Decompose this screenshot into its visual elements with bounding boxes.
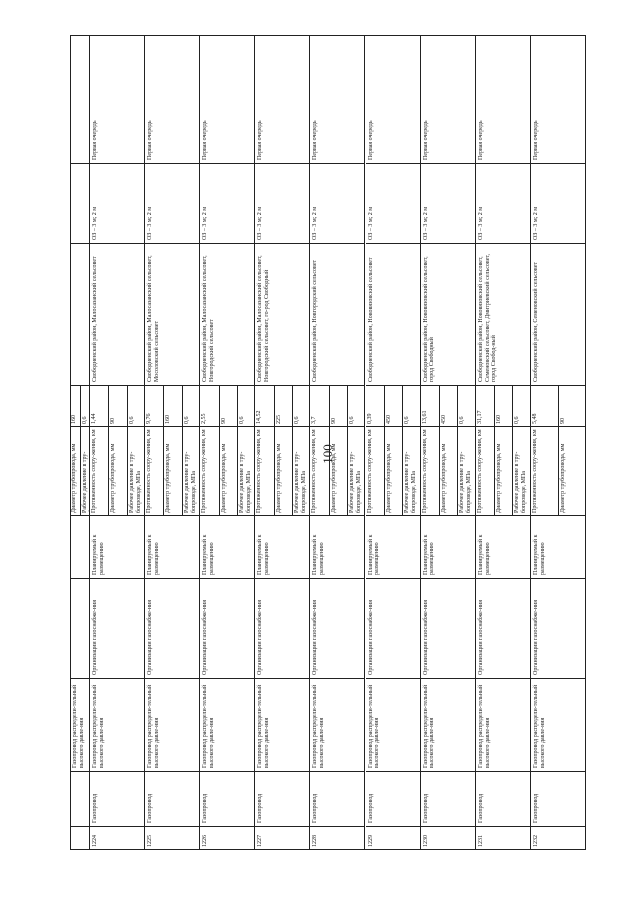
protection-zone: ОЗ – 3 м; 2 м [145, 164, 199, 244]
object-location: Свободненский район, Нововязовский сельсовет, город Свободный [421, 244, 475, 386]
row-number: 1232 [532, 835, 539, 847]
object-status: Планируемый к размещению [145, 516, 199, 579]
object-type: Газопровод [310, 772, 364, 827]
protection-zone: ОЗ – 3 м; 2 м [421, 164, 475, 244]
param-row [108, 386, 126, 515]
responsible-org: Организации газоснабже-ния [531, 579, 586, 679]
object-type: Газопровод [255, 772, 309, 827]
object-location: Свободненский район, Новгородский сельсовет [310, 244, 364, 386]
responsible-org: Организации газоснабже-ния [255, 579, 309, 679]
param-row [402, 386, 419, 515]
object-location: Свободненский район, Малосазанский сельсовет [90, 244, 144, 386]
param-value: 0,6 [513, 386, 529, 427]
params-cell [476, 386, 530, 516]
param-label: Диаметр трубопровода, мм [440, 443, 447, 513]
object-name: Газопровод распредели-тельный высокого давле-ния [255, 679, 309, 772]
object-type: Газопровод [200, 772, 254, 827]
responsible-org: Организации газоснабже-ния [476, 579, 530, 679]
params-cell [145, 386, 199, 516]
object-name: Газопровод распредели-тельный высокого давле-ния [310, 679, 364, 772]
param-value: 1,44 [90, 386, 108, 427]
param-label: Протяженность соору-жения, км [256, 429, 263, 513]
param-label: Диаметр трубопровода, мм [165, 443, 172, 513]
param-row [457, 386, 474, 515]
param-label: Протяженность соору-жения, км [311, 429, 318, 513]
object-status: Планируемый к размещению [366, 516, 420, 579]
protection-zone: ОЗ – 3 м; 2 м [90, 164, 144, 244]
param-value: 2,55 [200, 386, 218, 427]
row-number: 1228 [312, 835, 319, 847]
param-value: 14,52 [255, 386, 273, 427]
param-value: 0,6 [238, 386, 254, 427]
param-label: Рабочее давление в тру- [82, 451, 88, 513]
object-status: Планируемый к размещению [476, 516, 530, 579]
param-row [237, 386, 254, 515]
row-number: 1231 [477, 835, 484, 847]
param-value: 160 [495, 386, 512, 427]
param-row [512, 386, 529, 515]
page-number: 100 [320, 444, 335, 464]
table-row [90, 35, 145, 850]
empty-cell [70, 827, 89, 850]
object-status: Планируемый к размещению [255, 516, 309, 579]
param-label: Диаметр трубопровода, мм [560, 443, 567, 513]
empty-cell [70, 516, 89, 579]
param-row [421, 386, 439, 515]
implementation-stage: Первая очередь [310, 35, 364, 164]
params-cell [70, 386, 89, 516]
param-label: Протяженность соору-жения, км [476, 429, 483, 513]
object-name: Газопровод распредели-тельный высокого давле-ния [70, 679, 89, 772]
table-row [200, 35, 255, 850]
param-label: Рабочее давление в тру-бопроводе, МПа [183, 451, 197, 513]
row-number: 1224 [92, 835, 98, 847]
object-location: Свободненский район, Нововязовский сельсовет [366, 244, 420, 386]
param-row [255, 386, 273, 515]
param-value: 450 [385, 386, 402, 427]
param-row [274, 386, 292, 515]
protection-zone: ОЗ – 3 м; 2 м [476, 164, 530, 244]
param-label: Диаметр трубопровода, мм [385, 443, 392, 513]
param-row [366, 386, 384, 515]
object-location: Свободненский район, Малосазанский сельсовет, Новгородский сельсовет, го-род Свободный [255, 244, 309, 386]
param-row [182, 386, 199, 515]
param-label: Рабочее давление в тру-бопроводе, МПа [514, 451, 528, 513]
implementation-stage: Первая очередь [366, 35, 420, 164]
protection-zone: ОЗ – 3 м; 2 м [531, 164, 586, 244]
param-label: Диаметр трубопровода, мм [220, 443, 227, 513]
implementation-stage: Первая очередь [255, 35, 309, 164]
param-label: Диаметр трубопровода, мм [275, 443, 282, 513]
param-label: Диаметр трубопровода, мм [330, 443, 337, 513]
params-cell [421, 386, 475, 516]
param-label: Протяженность соору-жения, км [531, 429, 538, 513]
protection-zone: ОЗ – 3 м; 2 м [310, 164, 364, 244]
table-row-continued [70, 35, 90, 850]
param-row [145, 386, 163, 515]
param-value: 0,6 [183, 386, 199, 427]
param-value: 225 [275, 386, 292, 427]
object-status: Планируемый к размещению [421, 516, 475, 579]
param-row [80, 386, 89, 515]
object-name: Газопровод распредели-тельный высокого давле-ния [366, 679, 420, 772]
param-row [163, 386, 181, 515]
implementation-stage: Первая очередь [476, 35, 530, 164]
param-label: Рабочее давление в тру-бопроводе, МПа [128, 451, 142, 513]
registry-table [70, 35, 586, 850]
empty-cell [70, 35, 89, 164]
params-cell [531, 386, 586, 516]
param-label: Диаметр трубопровода, мм [71, 443, 77, 513]
object-location: Свободненский район, Нововязовский сельсовет, Семеновский сельсовет, Дмитриевский сельсовет, город Свобод-ный [476, 244, 530, 386]
param-label: Рабочее давление в тру-бопроводе, МПа [238, 451, 252, 513]
responsible-org: Организации газоснабже-ния [366, 579, 420, 679]
empty-cell [70, 772, 89, 827]
implementation-stage: Первая очередь [531, 35, 586, 164]
param-value: 0,6 [458, 386, 474, 427]
object-name: Газопровод распредели-тельный высокого давле-ния [531, 679, 586, 772]
row-number: 1225 [147, 835, 154, 847]
param-label: Протяженность соору-жения, км [91, 429, 97, 513]
param-row [127, 386, 144, 515]
responsible-org: Организации газоснабже-ния [310, 579, 364, 679]
responsible-org: Организации газоснабже-ния [145, 579, 199, 679]
param-value: 9,76 [145, 386, 163, 427]
object-name: Газопровод распредели-тельный высокого давле-ния [200, 679, 254, 772]
table-row [531, 35, 586, 850]
params-cell [310, 386, 364, 516]
param-row [531, 386, 559, 515]
table-row [255, 35, 310, 850]
param-value: 5,48 [531, 386, 559, 427]
param-value: 0,6 [81, 386, 89, 427]
object-type: Газопровод [366, 772, 420, 827]
object-name: Газопровод распредели-тельный высокого давле-ния [145, 679, 199, 772]
param-row [219, 386, 237, 515]
param-row [70, 386, 80, 515]
object-name: Газопровод распредели-тельный высокого давле-ния [476, 679, 530, 772]
param-row [439, 386, 457, 515]
param-value: 450 [440, 386, 457, 427]
param-row [476, 386, 494, 515]
object-name: Газопровод распредели-тельный высокого давле-ния [90, 679, 144, 772]
param-value: 0,6 [293, 386, 309, 427]
row-number: 1230 [422, 835, 429, 847]
param-label: Протяженность соору-жения, км [201, 429, 208, 513]
param-row [384, 386, 402, 515]
empty-cell [70, 164, 89, 244]
param-label: Протяженность соору-жения, км [366, 429, 373, 513]
object-status: Планируемый к размещению [531, 516, 586, 579]
object-name: Газопровод распредели-тельный высокого давле-ния [421, 679, 475, 772]
implementation-stage: Первая очередь [421, 35, 475, 164]
object-location: Свободненский район, Малосазанский сельсовет, Мосоловский сельсовет [145, 244, 199, 386]
param-row [329, 386, 347, 515]
param-label: Диаметр трубопровода, мм [110, 443, 117, 513]
param-label: Рабочее давление в тру-бопроводе, МПа [349, 451, 362, 513]
param-label: Рабочее давление в тру-бопроводе, МПа [404, 451, 418, 513]
row-number: 1227 [257, 835, 264, 847]
param-row [310, 386, 328, 515]
object-status: Планируемый к размещению [200, 516, 254, 579]
responsible-org: Организации газоснабже-ния [90, 579, 144, 679]
param-value: 0,6 [128, 386, 144, 427]
param-row [200, 386, 218, 515]
responsible-org: Организации газоснабже-ния [200, 579, 254, 679]
param-label: Диаметр трубопровода, мм [496, 443, 503, 513]
param-label: Рабочее давление в тру-бопроводе, МПа [459, 451, 473, 513]
param-value: 90 [559, 386, 586, 427]
param-row [494, 386, 512, 515]
param-label: Протяженность соору-жения, км [146, 429, 153, 513]
params-cell [366, 386, 420, 516]
param-value: 160 [70, 386, 80, 427]
table-row [145, 35, 200, 850]
object-type: Газопровод [421, 772, 475, 827]
param-row [347, 386, 364, 515]
param-value: 0,6 [403, 386, 419, 427]
param-value: 31,17 [476, 386, 494, 427]
param-value: 160 [164, 386, 181, 427]
param-label: Протяженность соору-жения, км [421, 429, 428, 513]
row-number: 1229 [367, 835, 374, 847]
implementation-stage: Первая очередь [200, 35, 254, 164]
param-value: 0,6 [348, 386, 364, 427]
table-row [421, 35, 476, 850]
object-location: Свободненский район, Малосазанский сельсовет, Новгородский сельсовет [200, 244, 254, 386]
implementation-stage: Первая очередь [145, 35, 199, 164]
param-value: 0,39 [366, 386, 384, 427]
object-type: Газопровод [90, 772, 144, 827]
object-type: Газопровод [476, 772, 530, 827]
table-row [476, 35, 531, 850]
param-row [558, 386, 586, 515]
params-cell [200, 386, 254, 516]
empty-cell [70, 579, 89, 679]
param-label: Рабочее давление в тру-бопроводе, МПа [294, 451, 307, 513]
implementation-stage: Первая очередь [90, 35, 144, 164]
protection-zone: ОЗ – 3 м; 2 м [200, 164, 254, 244]
param-row [90, 386, 108, 515]
table-row [310, 35, 365, 850]
row-number: 1226 [202, 835, 209, 847]
object-type: Газопровод [145, 772, 199, 827]
object-location: Свободненский район, Семеновский сельсовет [531, 244, 586, 386]
params-cell [255, 386, 309, 516]
protection-zone: ОЗ – 3 м; 2 м [366, 164, 420, 244]
param-value: 90 [330, 386, 347, 427]
object-status: Планируемый к размещению [90, 516, 144, 579]
table-row [366, 35, 421, 850]
protection-zone: ОЗ – 3 м; 2 м [255, 164, 309, 244]
param-value: 90 [220, 386, 237, 427]
param-row [292, 386, 309, 515]
param-value: 3,7 [310, 386, 328, 427]
object-type: Газопровод [531, 772, 586, 827]
empty-cell [70, 244, 89, 386]
params-cell [90, 386, 144, 516]
param-value: 13,61 [421, 386, 439, 427]
param-value: 90 [109, 386, 126, 427]
responsible-org: Организации газоснабже-ния [421, 579, 475, 679]
object-status: Планируемый к размещению [310, 516, 364, 579]
